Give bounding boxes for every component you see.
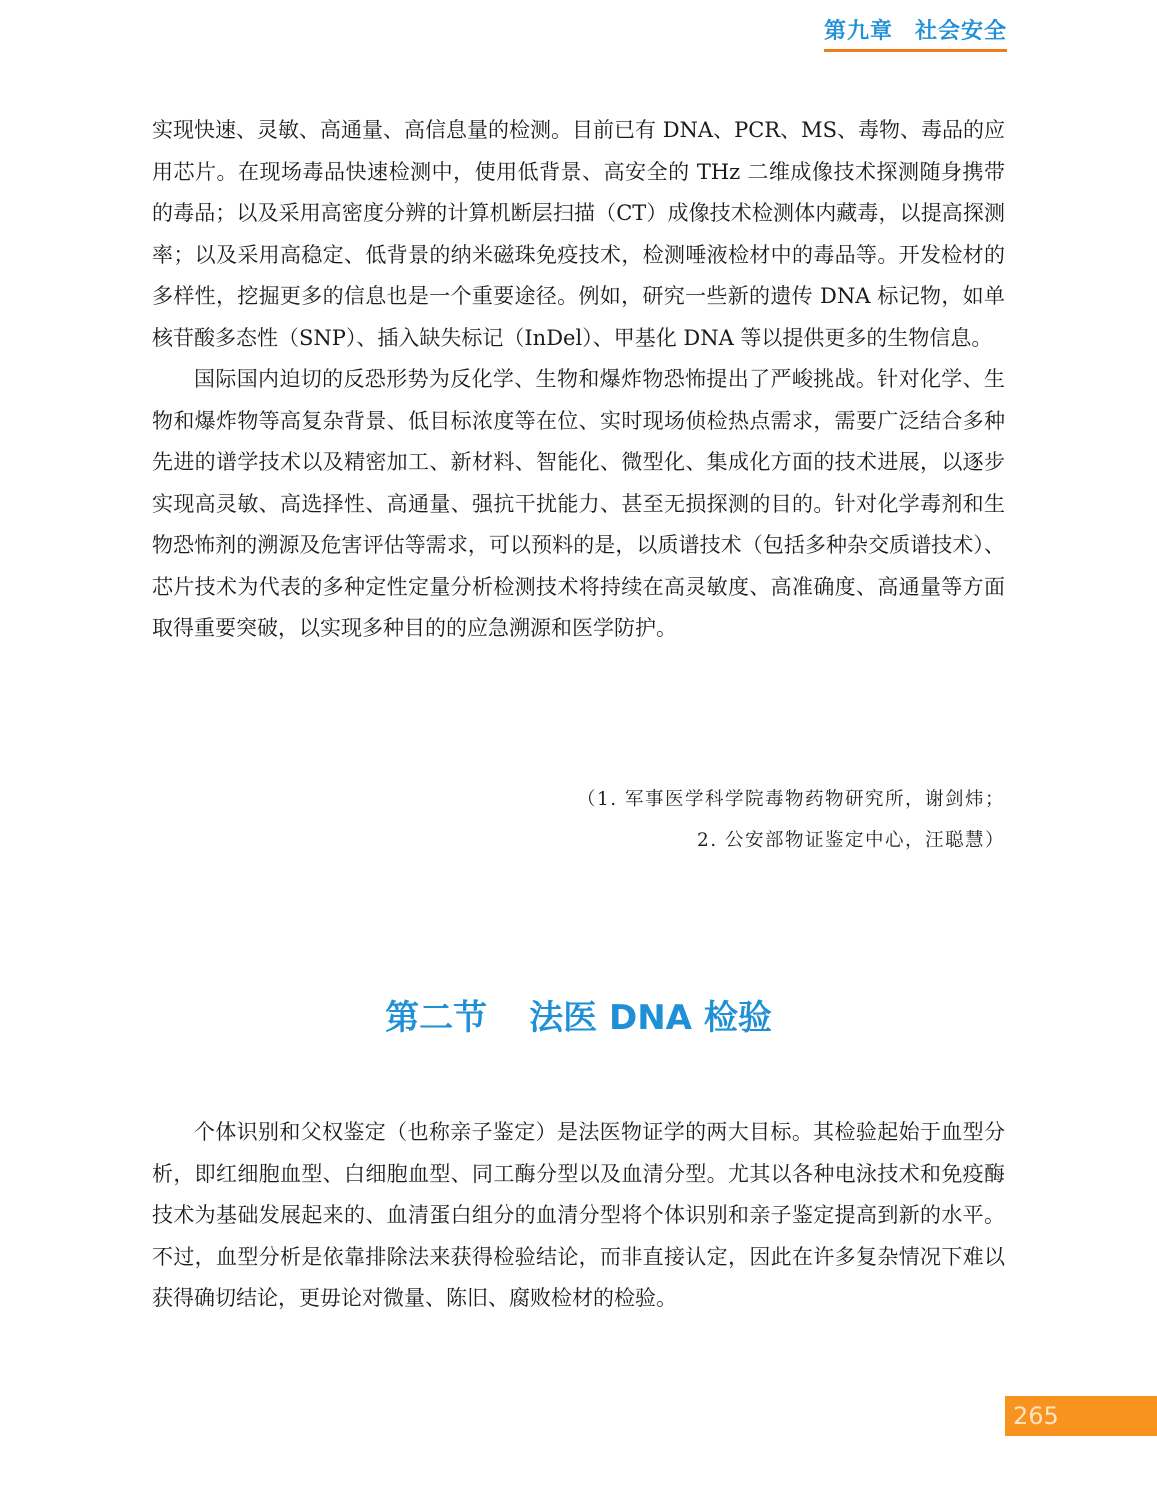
section-number: 第二节: [385, 998, 488, 1038]
paragraph: 实现快速、灵敏、高通量、高信息量的检测。目前已有 DNA、PCR、MS、毒物、毒品的应用芯片。在现场毒品快速检测中，使用低背景、高安全的 THz 二维成像技术探测随身携带的毒品；以及采用高密度分辨的计算机断层扫描（CT）成像技术检测体内藏毒，以提高探测率；以及采用高稳定、低背景的纳米磁珠免疫技术，检测唾液检材中的毒品等。开发检材的多样性，挖掘更多的信息也是一个重要途径。例如，研究一些新的遗传 DNA 标记物，如单核苷酸多态性（SNP）、插入缺失标记（InDel）、甲基化 DNA 等以提供更多的生物信息。: [152, 118, 1005, 350]
section-title: 法医 DNA 检验: [529, 998, 772, 1038]
chapter-number: 第九章: [823, 19, 893, 44]
paragraph: 个体识别和父权鉴定（也称亲子鉴定）是法医物证学的两大目标。其检验起始于血型分析，即红细胞血型、白细胞血型、同工酶分型以及血清分型。尤其以各种电泳技术和免疫酶技术为基础发展起来的、血清蛋白组分的血清分型将个体识别和亲子鉴定提高到新的水平。不过，血型分析是依靠排除法来获得检验结论，而非直接认定，因此在许多复杂情况下难以获得确切结论，更毋论对微量、陈旧、腐败检材的检验。: [152, 1120, 1005, 1310]
body-text-block: [152, 1112, 1005, 1320]
paragraph: 国际国内迫切的反恐形势为反化学、生物和爆炸物恐怖提出了严峻挑战。针对化学、生物和爆炸物等高复杂背景、低目标浓度等在位、实时现场侦检热点需求，需要广泛结合多种先进的谱学技术以及精密加工、新材料、智能化、微型化、集成化方面的技术进展，以逐步实现高灵敏、高选择性、高通量、强抗干扰能力、甚至无损探测的目的。针对化学毒剂和生物恐怖剂的溯源及危害评估等需求，可以预料的是，以质谱技术（包括多种杂交质谱技术）、芯片技术为代表的多种定性定量分析检测技术将持续在高灵敏度、高准确度、高通量等方面取得重要突破，以实现多种目的的应急溯源和医学防护。: [152, 367, 1005, 640]
attribution-line: （1. 军事医学科学院毒物药物研究所，谢剑炜；: [576, 789, 1005, 810]
attribution-line: 2. 公安部物证鉴定中心，汪聪慧）: [696, 830, 1005, 851]
section-heading: [0, 990, 1157, 1039]
body-text-block: [152, 110, 1005, 650]
running-head: [824, 14, 1007, 52]
chapter-title: 社会安全: [914, 19, 1007, 44]
page-number: 265: [1005, 1396, 1157, 1436]
